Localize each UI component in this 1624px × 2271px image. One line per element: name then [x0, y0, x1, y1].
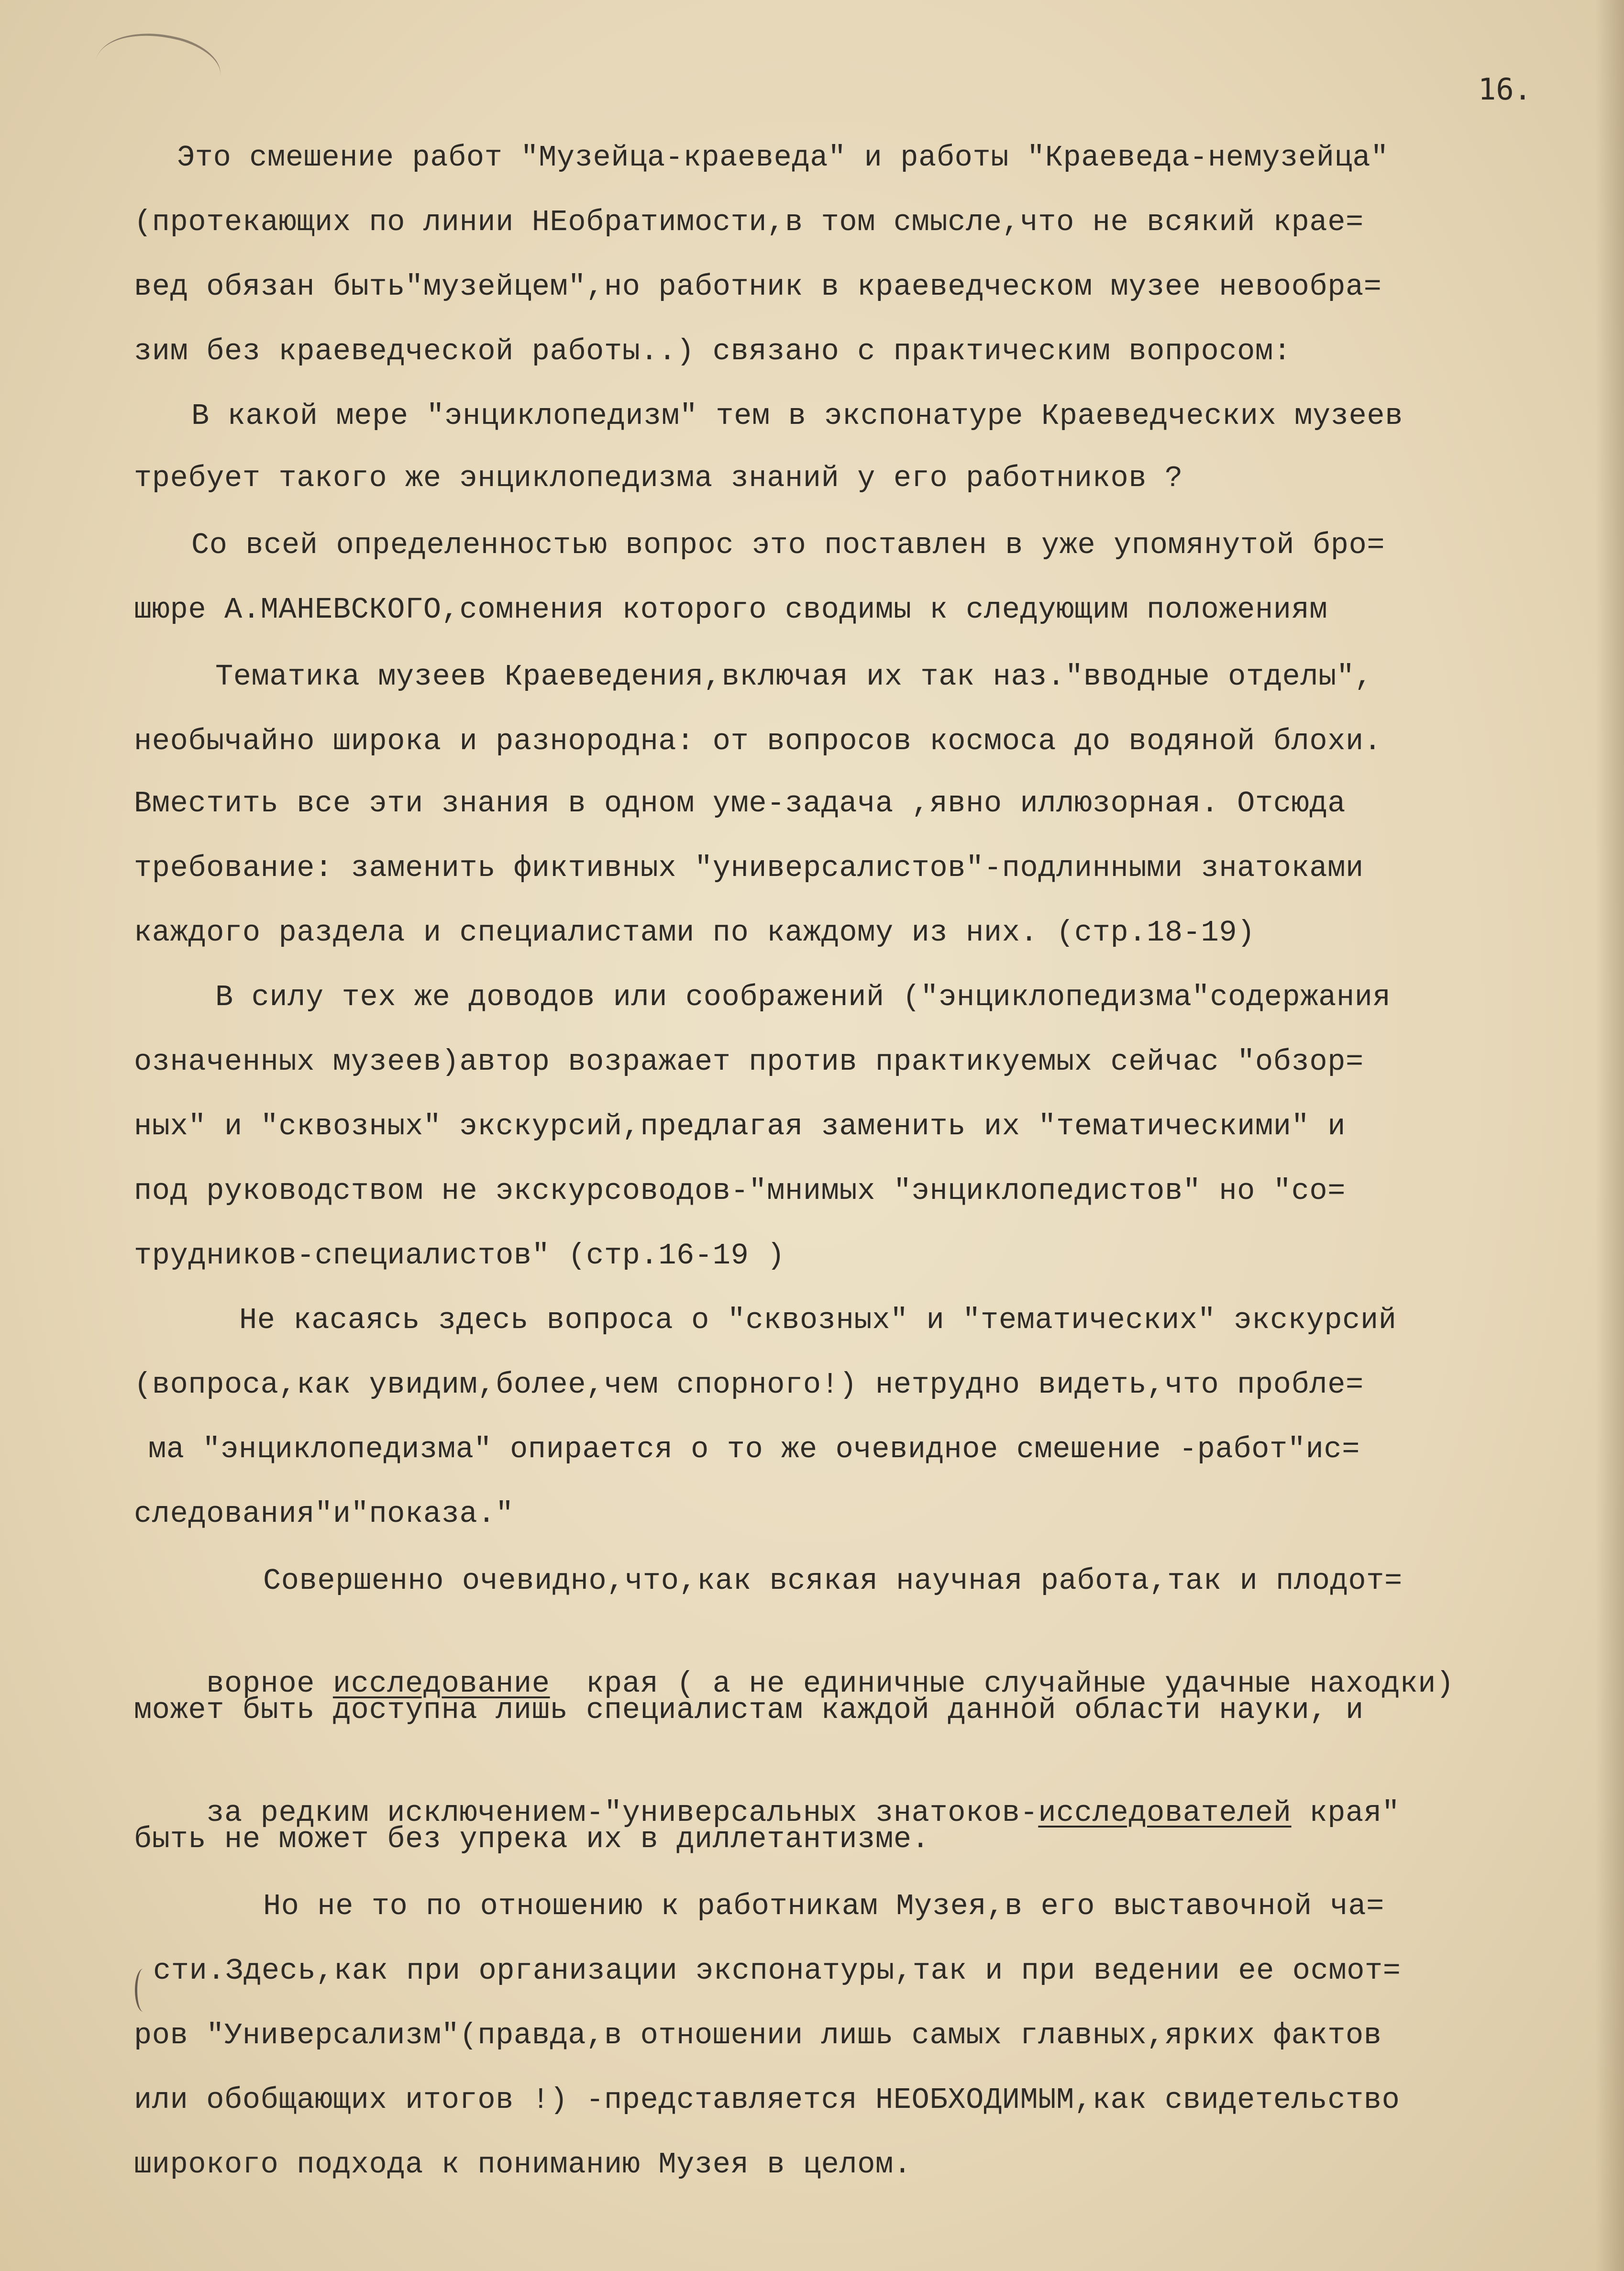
text-line: требует такого же энциклопедизма знаний у его работников ?	[134, 461, 1183, 495]
text-line: сти.Здесь,как при организации экспонатуры,так и при ведении ее осмот=	[153, 1954, 1401, 1988]
pencil-mark	[89, 20, 226, 117]
text-line: означенных музеев)автор возражает против практикуемых сейчас "обзор=	[134, 1045, 1364, 1079]
page-number: 16.	[1478, 72, 1532, 107]
text-segment: ворное	[206, 1667, 315, 1701]
text-segment: края"	[1309, 1796, 1400, 1830]
text-segment: за редким исключением-"универсальных знатоков-	[206, 1796, 1038, 1830]
text-line: или обобщающих итогов !) -представляется НЕОБХОДИМЫМ,как свидетельство	[134, 2083, 1400, 2117]
text-line: (протекающих по линии НЕобратимости,в том смысле,что не всякий крае=	[134, 205, 1364, 239]
underlined-word: исследование	[332, 1667, 550, 1701]
text-line: требование: заменить фиктивных "универсалистов"-подлинными знатоками	[134, 851, 1364, 885]
text-line: Вместить все эти знания в одном уме-задача ,явно иллюзорная. Отсюда	[134, 787, 1346, 820]
margin-bracket-mark	[135, 1969, 152, 2012]
text-line: ров "Универсализм"(правда,в отношении лишь самых главных,ярких фактов	[134, 2018, 1382, 2052]
text-line: необычайно широка и разнородна: от вопросов космоса до водяной блохи.	[134, 724, 1382, 758]
text-line: быть не может без упрека их в диллетантизме.	[134, 1822, 930, 1856]
text-line: Не касаясь здесь вопроса о "сквозных" и "тематических" экскурсий	[239, 1303, 1397, 1337]
text-line: Совершенно очевидно,что,как всякая научная работа,так и плодот=	[263, 1564, 1403, 1598]
text-line: Но не то по отношению к работникам Музея,в его выставочной ча=	[263, 1889, 1384, 1923]
text-line: может быть доступна лишь специалистам каждой данной области науки, и	[134, 1693, 1364, 1727]
text-line: Это смешение работ "Музейца-краеведа" и работы "Краеведа-немузейца"	[177, 141, 1389, 175]
text-line: трудников-специалистов" (стр.16-19 )	[134, 1239, 785, 1273]
underlined-word: исследователей	[1038, 1796, 1292, 1830]
text-line: зим без краеведческой работы..) связано с практическим вопросом:	[134, 334, 1292, 368]
text-line: ных" и "сквозных" экскурсий,предлагая заменить их "тематическими" и	[134, 1109, 1346, 1143]
text-line: Тематика музеев Краеведения,включая их так наз."вводные отделы",	[215, 660, 1373, 694]
text-line: шюре А.МАНЕВСКОГО,сомнения которого сводимы к следующим положениям	[134, 593, 1328, 627]
text-segment: края ( а не единичные случайные удачные находки)	[586, 1667, 1454, 1701]
text-line: В силу тех же доводов или соображений ("энциклопедизма"содержания	[215, 980, 1391, 1014]
text-line: следования"и"показа."	[134, 1497, 514, 1531]
text-line: под руководством не экскурсоводов-"мнимых "энциклопедистов" но "со=	[134, 1174, 1346, 1208]
text-line: ма "энциклопедизма" опирается о то же очевидное смешение -работ"ис=	[148, 1432, 1360, 1466]
text-line: вед обязан быть"музейцем",но работник в краеведческом музее невообра=	[134, 270, 1382, 304]
text-line: Со всей определенностью вопрос это поставлен в уже упомянутой бро=	[191, 528, 1385, 562]
page-edge-shadow	[1595, 0, 1624, 2271]
text-line: каждого раздела и специалистами по каждому из них. (стр.18-19)	[134, 916, 1255, 950]
text-line: (вопроса,как увидим,более,чем спорного!) нетрудно видеть,что пробле=	[134, 1368, 1364, 1402]
text-line: В какой мере "энциклопедизм" тем в экспонатуре Краеведческих музеев	[191, 399, 1403, 433]
text-line: широкого подхода к пониманию Музея в целом.	[134, 2148, 912, 2182]
